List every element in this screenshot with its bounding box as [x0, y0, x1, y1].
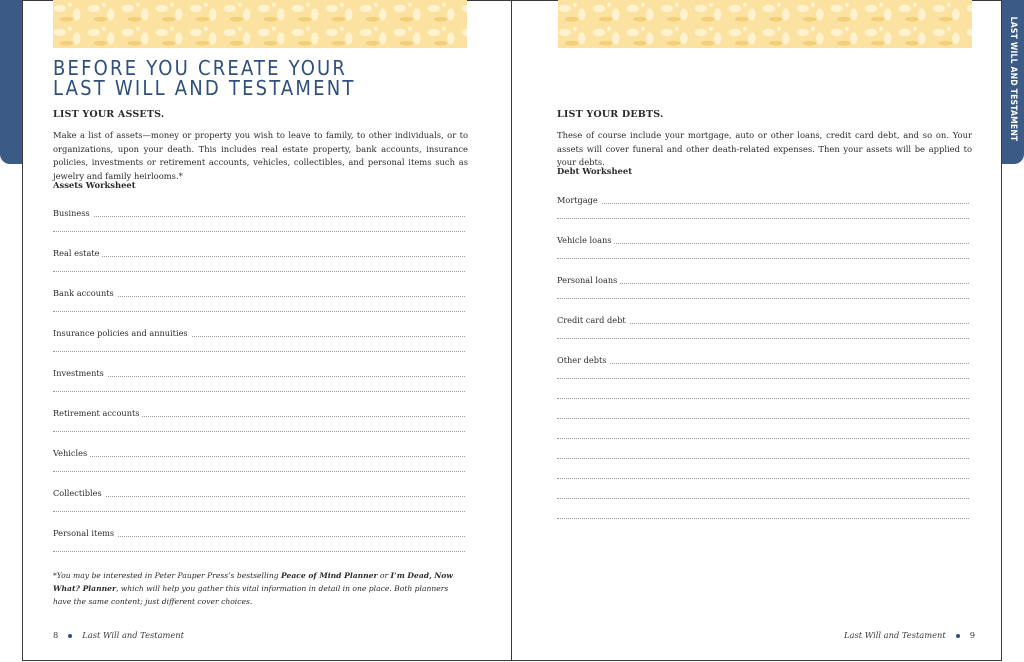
worksheet-row[interactable]	[557, 235, 969, 275]
worksheet-row[interactable]	[53, 328, 465, 368]
worksheet-row[interactable]	[53, 488, 465, 528]
write-in-line[interactable]	[53, 551, 465, 552]
worksheet-row-label: Real estate	[53, 248, 102, 258]
write-in-line[interactable]	[557, 298, 969, 299]
title-line-2: LAST WILL AND TESTAMENT	[53, 76, 356, 100]
write-in-line[interactable]	[557, 243, 969, 244]
chapter-tab-right	[1002, 0, 1024, 164]
write-in-line[interactable]	[557, 398, 969, 399]
worksheet-row[interactable]	[53, 248, 465, 288]
write-in-line[interactable]	[53, 456, 465, 457]
write-in-line[interactable]	[557, 458, 969, 459]
write-in-line[interactable]	[53, 471, 465, 472]
write-in-line[interactable]	[53, 391, 465, 392]
write-in-line[interactable]	[53, 231, 465, 232]
worksheet-row-label: Retirement accounts	[53, 408, 142, 418]
write-in-line[interactable]	[53, 511, 465, 512]
worksheet-row[interactable]	[53, 528, 465, 568]
write-in-line[interactable]	[53, 351, 465, 352]
write-in-line[interactable]	[557, 518, 969, 519]
worksheet-row-label: Collectibles	[53, 488, 105, 498]
decorative-banner-left	[53, 0, 467, 48]
worksheet-row-label: Vehicles	[53, 448, 90, 458]
worksheet-row-label: Business	[53, 208, 93, 218]
decorative-banner-right	[558, 0, 972, 48]
title-line-1: BEFORE YOU CREATE YOUR	[53, 56, 348, 80]
write-in-line[interactable]	[53, 496, 465, 497]
worksheet-row[interactable]	[53, 448, 465, 488]
worksheet-row[interactable]	[557, 315, 969, 355]
worksheet-row-label: Bank accounts	[53, 288, 117, 298]
worksheet-row[interactable]	[557, 195, 969, 235]
right-folio	[844, 630, 975, 640]
write-in-line[interactable]	[557, 378, 969, 379]
page-number-left: 8	[53, 630, 59, 640]
write-in-line[interactable]	[53, 431, 465, 432]
worksheet-row[interactable]	[53, 288, 465, 328]
page-title	[53, 58, 356, 98]
worksheet-row-label: Credit card debt	[557, 315, 629, 325]
worksheet-row[interactable]	[53, 408, 465, 448]
worksheet-row[interactable]	[557, 275, 969, 315]
chapter-tab-label: LAST WILL AND TESTAMENT	[1008, 16, 1018, 142]
footnote-text-1: *You may be interested in Peter Pauper Press’s bestselling	[53, 571, 282, 580]
write-in-line[interactable]	[557, 363, 969, 364]
write-in-line[interactable]	[53, 271, 465, 272]
left-folio	[53, 630, 184, 640]
chapter-tab-left	[0, 0, 24, 164]
write-in-line[interactable]	[53, 376, 465, 377]
write-in-line[interactable]	[557, 438, 969, 439]
running-title-right: Last Will and Testament	[844, 630, 946, 640]
write-in-line[interactable]	[557, 418, 969, 419]
assets-worksheet-title: Assets Worksheet	[53, 180, 136, 190]
debts-heading: LIST YOUR DEBTS.	[557, 109, 664, 120]
assets-heading: LIST YOUR ASSETS.	[53, 109, 165, 120]
worksheet-row-label: Vehicle loans	[557, 235, 614, 245]
bullet-icon	[956, 634, 960, 638]
debts-intro: These of course include your mortgage, auto or other loans, credit card debt, and so on. Your assets will cover funeral and other death-related expenses. Then your assets will be applied to your debts.	[557, 130, 972, 167]
write-in-line[interactable]	[557, 478, 969, 479]
footnote-title-1: Peace of Mind Planner	[281, 571, 378, 580]
worksheet-row-label: Investments	[53, 368, 107, 378]
running-title-left: Last Will and Testament	[82, 630, 184, 640]
write-in-line[interactable]	[557, 258, 969, 259]
footnote-title-2: I’m Dead, Now What? Planner	[53, 571, 453, 593]
debt-worksheet-title: Debt Worksheet	[557, 166, 633, 176]
worksheet-row[interactable]	[53, 208, 465, 248]
worksheet-row-label: Mortgage	[557, 195, 601, 205]
footnote-text-2: or	[377, 571, 391, 580]
worksheet-row-label: Other debts	[557, 355, 609, 365]
write-in-line[interactable]	[557, 498, 969, 499]
bullet-icon	[68, 634, 72, 638]
worksheet-row[interactable]	[53, 368, 465, 408]
write-in-line[interactable]	[53, 256, 465, 257]
footnote	[53, 569, 468, 608]
write-in-line[interactable]	[557, 203, 969, 204]
write-in-line[interactable]	[557, 218, 969, 219]
worksheet-row-label: Personal loans	[557, 275, 620, 285]
footnote-text-3: , which will help you gather this vital information in detail in one place. Both planners have the same content; just different cover choices.	[53, 584, 449, 606]
worksheet-row-label: Insurance policies and annuities	[53, 328, 191, 338]
write-in-line[interactable]	[53, 216, 465, 217]
write-in-line[interactable]	[53, 311, 465, 312]
write-in-line[interactable]	[557, 338, 969, 339]
worksheet-row-label: Personal items	[53, 528, 117, 538]
page-number-right: 9	[969, 630, 975, 640]
worksheet-row[interactable]	[557, 355, 969, 395]
assets-intro: Make a list of assets—money or property you wish to leave to family, to other individuals, or to organizations, upon your death. This includes real estate property, bank accounts, insurance policies, investments or retirement accounts, vehicles, collectibles, and personal items such as jewelry and family heirlooms.*	[53, 130, 468, 181]
